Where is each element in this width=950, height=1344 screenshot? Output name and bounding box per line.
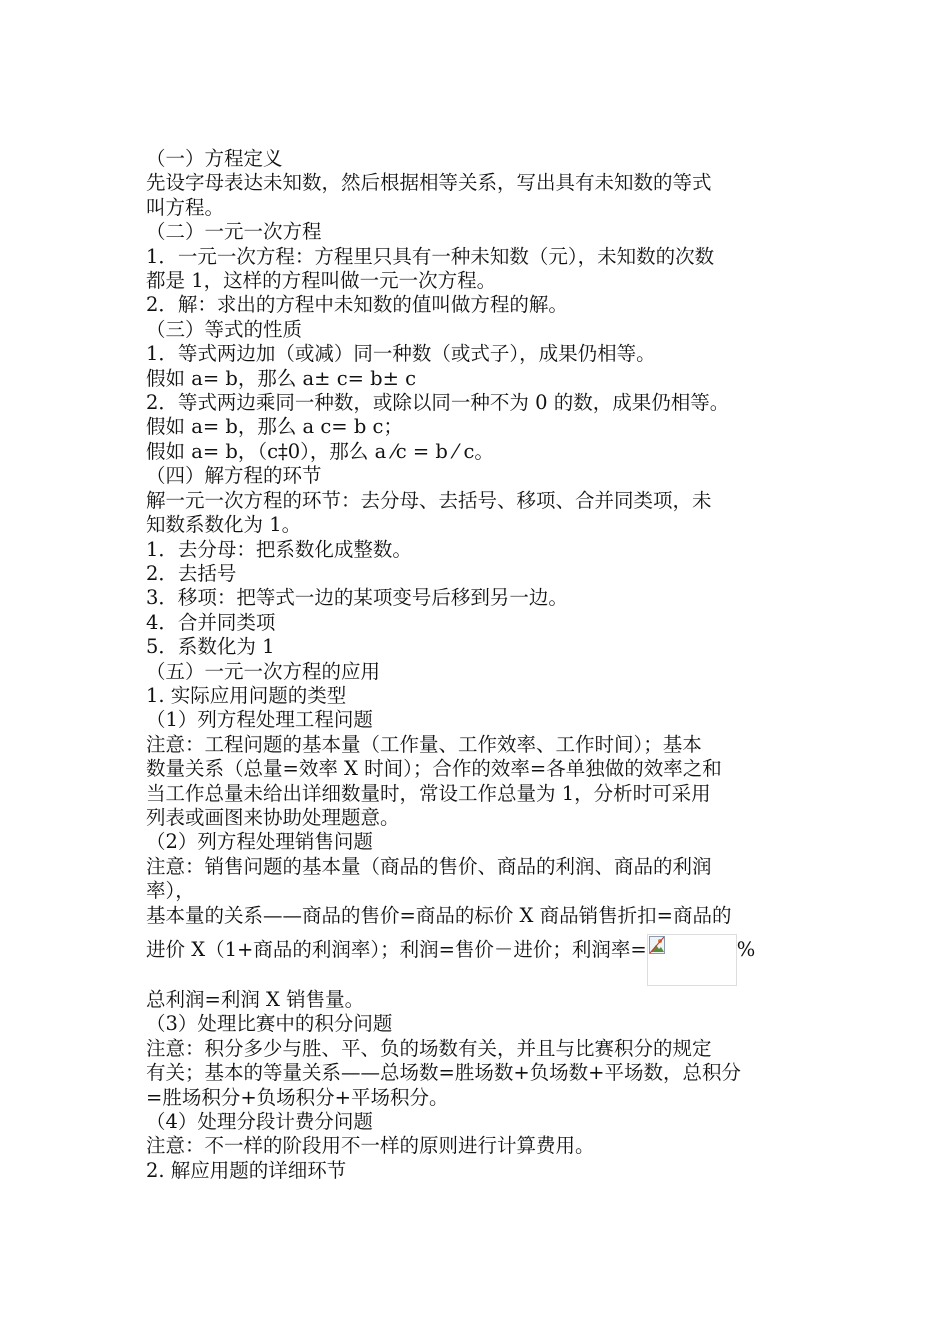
formula-line: 假如 a= b，（c‡0），那么 a ⁄c = b ⁄ c。 [146,439,494,463]
paragraph-line: 叫方程。 [146,195,225,219]
paragraph-line: 1．一元一次方程：方程里只具有一种未知数（元），未知数的次数 [146,244,715,268]
paragraph-line: 知数系数化为 1。 [146,513,302,537]
paragraph-line: 总利润=利润 X 销售量。 [146,988,365,1011]
paragraph-line: 注意：积分多少与胜、平、负的场数有关，并且与比赛积分的规定 [146,1036,712,1060]
heading-linear-equation: （二）一元一次方程 [146,220,322,244]
list-item: 4．合并同类项 [146,610,276,634]
heading-equality-properties: （三）等式的性质 [146,317,303,341]
paragraph-line: 当工作总量未给出详细数量时，常设工作总量为 1，分析时可采用 [146,781,711,805]
heading-solving-steps: （四）解方程的环节 [146,464,322,488]
paragraph-line: 注意：销售问题的基本量（商品的售价、商品的利润、商品的利润 [146,854,712,878]
document-page [146,147,810,1183]
subheading: 2. 解应用题的详细环节 [146,1158,347,1182]
subheading: （3）处理比赛中的积分问题 [146,1012,393,1036]
paragraph-line: 率）， [146,879,195,903]
paragraph-line: 2．等式两边乘同一种数，或除以同一种不为 0 的数，成果仍相等。 [146,391,730,415]
list-item: 1．去分母：把系数化成整数。 [146,537,412,561]
paragraph-line: 列表或画图来协助处理题意。 [146,805,400,829]
broken-image-icon [649,936,665,954]
paragraph-line: 注意：工程问题的基本量（工作量、工作效率、工作时间）；基本 [146,732,702,756]
formula-line: 假如 a= b，那么 a± c= b± c [146,366,417,390]
paragraph-line: =胜场积分+负场积分+平场积分。 [146,1085,449,1109]
paragraph-line: 都是 1，这样的方程叫做一元一次方程。 [146,269,497,293]
formula-line: 假如 a= b，那么 a c= b c； [146,415,403,439]
profit-formula-line [146,928,810,988]
list-item: 2．去括号 [146,561,237,585]
text-block-1 [146,147,810,928]
heading-equation-definition: （一）方程定义 [146,147,283,170]
paragraph-line: 2．解：求出的方程中未知数的值叫做方程的解。 [146,293,568,317]
formula-image-placeholder [647,934,737,986]
list-item: 3．移项：把等式一边的某项变号后移到另一边。 [146,586,568,610]
percent-sign: % [736,938,756,961]
subheading: （1）列方程处理工程问题 [146,708,373,732]
paragraph-line: 先设字母表达未知数，然后根据相等关系，写出具有未知数的等式 [146,171,712,195]
subheading: （4）处理分段计费分问题 [146,1110,373,1134]
subheading: （2）列方程处理销售问题 [146,830,373,854]
paragraph-line: 解一元一次方程的环节：去分母、去括号、移项、合并同类项，未 [146,488,712,512]
text-block-2 [146,988,810,1183]
paragraph-line: 基本量的关系——商品的售价=商品的标价 X 商品销售折扣=商品的 [146,903,732,927]
paragraph-line: 注意：不一样的阶段用不一样的原则进行计算费用。 [146,1134,595,1158]
subheading: 1. 实际应用问题的类型 [146,683,347,707]
heading-applications: （五）一元一次方程的应用 [146,659,381,683]
paragraph-line: 数量关系（总量=效率 X 时间）；合作的效率=各单独做的效率之和 [146,757,722,781]
list-item: 5．系数化为 1 [146,635,275,659]
paragraph-line: 1．等式两边加（或减）同一种数（或式子），成果仍相等。 [146,342,656,366]
profit-formula-text: 进价 X（1+商品的利润率）；利润=售价－进价；利润率= [146,938,647,961]
paragraph-line: 有关；基本的等量关系——总场数=胜场数+负场数+平场数，总积分 [146,1061,742,1085]
